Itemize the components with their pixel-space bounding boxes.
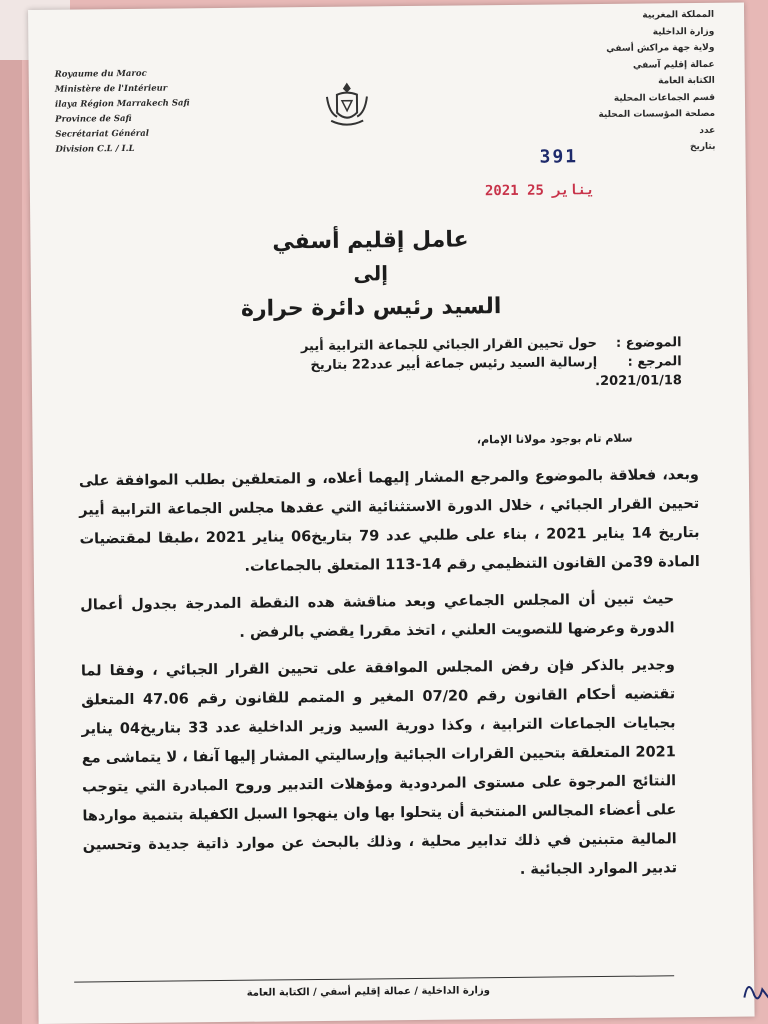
header-ar-line: عدد	[699, 125, 716, 136]
header-fr-line: Division C.L / I.L	[55, 143, 135, 155]
header-fr-line: Royaume du Maroc	[54, 68, 147, 80]
french-header	[55, 66, 246, 158]
body-paragraph: وبعد، فعلاقة بالموضوع والمرجع المشار إليهما أعلاه، و المتعلقين بطلب الموافقة على تحيين القرار الجبائي ، خلال الدورة الاستثنائية التي عقدها مجلس الجماعة الترابية أيير بتاريخ 14 يناير 2021 ، بناء على طلبي عدد 79 بتاريخ06 يناير 2021 ،طبقا لمقتضيات المادة 39من القانون التنظيمي رقم 14-113 المتعلق بالجماعات.	[78, 467, 700, 575]
body-paragraph: حيث تبين أن المجلس الجماعي وبعد مناقشة هده النقطة المدرجة بجدول أعمال الدورة وعرضها للتصويت العلني ، اتخذ مقررا يقضي بالرفض .	[80, 591, 675, 641]
reference-row	[262, 352, 682, 394]
background-strip	[0, 0, 22, 1024]
recipient-title: السيد رئيس دائرة حرارة	[240, 294, 502, 322]
to-word: إلى	[353, 261, 389, 286]
sender-title: عامل إقليم أسفي	[272, 227, 469, 255]
date-stamp: 2021 يناير 25	[484, 182, 595, 200]
header-fr-line: Province de Safi	[55, 113, 132, 125]
body-paragraph: وجدير بالذكر فإن رفض المجلس الموافقة على تحيين القرار الجبائي ، وفقا لما تقتضيه أحكام القانون رقم 07/20 المغير و المتمم للقانون رقم 47.06 المتعلق بجبايات الجماعات الترابية ، وكذا دورية السيد وزير الداخلية عدد 33 بتاريخ04 يناير 2021 المتعلقة بتحيين القرارات الجبائية وإرساليتي المشار إليها آنفا ، لا يتماشى مع النتائج المرجوة على مستوى المردودية ومؤهلات التدبير وروح المبادرة التي يتوجب على أعضاء المجالس المنتخبة أن يتحلوا بها وان ينهجوا السبل الكفيلة بتنمية مواردها المالية متبنين في ذلك تدابير محلية ، وذلك بالبحث عن موارد ذاتية جديدة وتحسين تدبير الموارد الجبائية .	[80, 657, 678, 878]
header-ar-line: قسم الجماعات المحلية	[613, 92, 716, 104]
reference-number: 391	[539, 146, 579, 168]
signature-icon	[738, 967, 768, 1008]
reference-label: المرجع :	[627, 354, 682, 370]
header-ar-line: مصلحة المؤسسات المحلية	[598, 108, 716, 121]
header-fr-line: Secrétariat Général	[55, 128, 149, 140]
subject-label: الموضوع :	[615, 335, 682, 351]
header-ar-line: بتاريخ	[689, 141, 716, 153]
header-fr-line: ilaya Région Marrakech Safi	[54, 98, 190, 110]
header-ar-line: المملكة المغربية	[642, 9, 715, 21]
header-fr-line: Ministère de l'Intérieur	[54, 83, 168, 95]
footer-divider	[74, 975, 674, 982]
footer-text: وزارة الداخلية / عمالة إقليم أسفي / الكتابة العامة	[246, 985, 490, 999]
letter-body	[79, 461, 703, 897]
letter-page	[28, 3, 755, 1024]
header-ar-line: عمالة إقليم آسفي	[632, 59, 715, 71]
subject-text: حول تحيين القرار الجبائي للجماعة الترابية أيير	[300, 336, 598, 355]
header-ar-line: وزارة الداخلية	[652, 26, 715, 37]
header-ar-line: ولاية جهة مراكش أسفي	[606, 42, 715, 54]
subject-reference-block	[261, 333, 682, 394]
arabic-header	[504, 7, 716, 158]
header-ar-line: الكتابة العامة	[658, 75, 715, 87]
royal-emblem-icon	[319, 78, 376, 135]
greeting: سلام تام بوجود مولانا الإمام،	[476, 431, 633, 447]
reference-text: إرسالية السيد رئيس جماعة أيير عدد22 بتاريخ 2021/01/18.	[310, 355, 682, 390]
letter-title	[210, 223, 531, 330]
